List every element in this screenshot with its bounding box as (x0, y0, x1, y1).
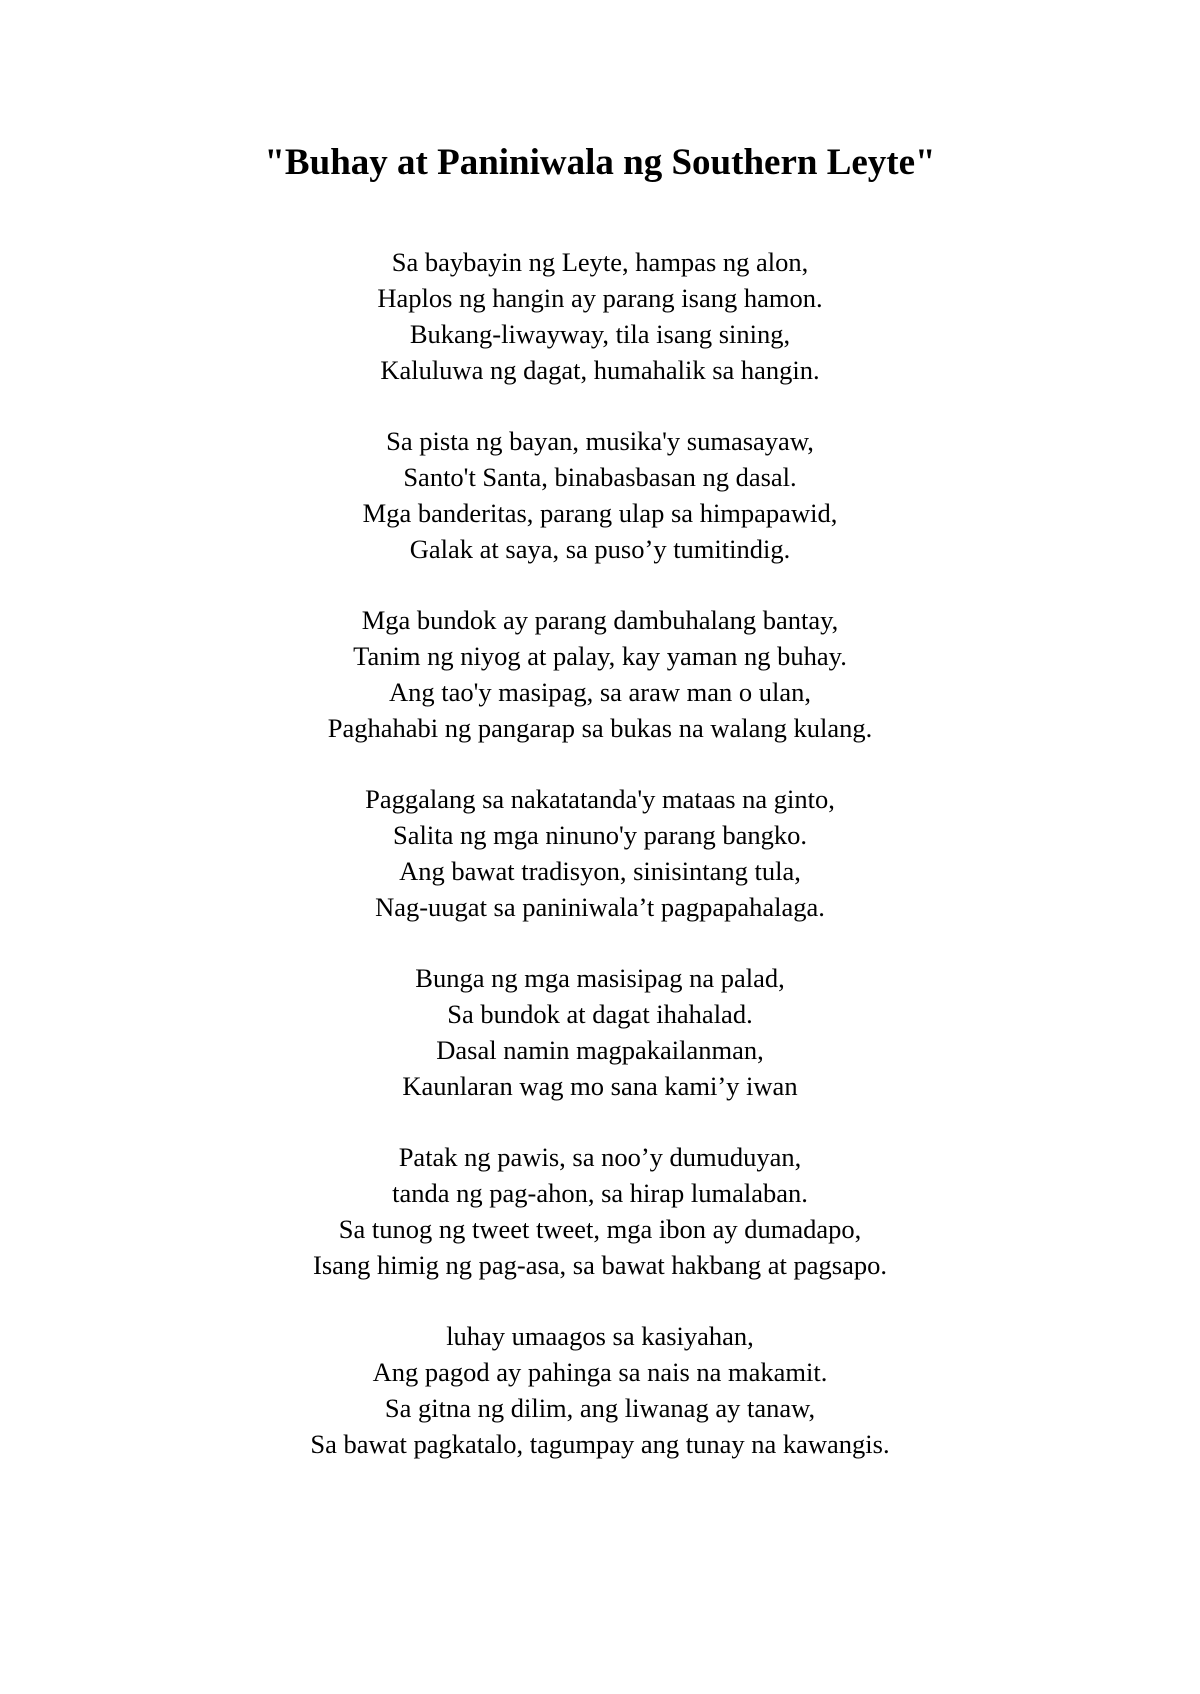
stanza-5 (0, 960, 1200, 1104)
poem-line: Sa bawat pagkatalo, tagumpay ang tunay na kawangis. (310, 1429, 890, 1459)
poem-line: Sa tunog ng tweet tweet, mga ibon ay dumadapo, (338, 1214, 862, 1244)
stanza-7 (0, 1318, 1200, 1462)
poem-line: Galak at saya, sa puso’y tumitindig. (409, 534, 791, 564)
stanza-4 (0, 781, 1200, 925)
poem-line: Salita ng mga ninuno'y parang bangko. (393, 820, 807, 850)
poem-line: Bukang-liwayway, tila isang sining, (409, 319, 791, 349)
poem-line: Ang bawat tradisyon, sinisintang tula, (399, 856, 801, 886)
poem-line: Ang pagod ay pahinga sa nais na makamit. (372, 1357, 828, 1387)
poem-line: Sa baybayin ng Leyte, hampas ng alon, (391, 247, 809, 277)
poem-line: Bunga ng mga masisipag na palad, (415, 963, 785, 993)
poem-line: Dasal namin magpakailanman, (436, 1035, 764, 1065)
stanza-2 (0, 423, 1200, 567)
poem-line: Patak ng pawis, sa noo’y dumuduyan, (398, 1142, 802, 1172)
poem-line: Mga banderitas, parang ulap sa himpapawid, (362, 498, 838, 528)
poem-line: Ang tao'y masipag, sa araw man o ulan, (388, 677, 812, 707)
poem-line: Nag-uugat sa paniniwala’t pagpapahalaga. (375, 892, 825, 922)
poem-title: "Buhay at Paniniwala ng Southern Leyte" (264, 142, 936, 183)
poem-body (0, 244, 1200, 1497)
poem-line: Paggalang sa nakatatanda'y mataas na ginto, (365, 784, 835, 814)
poem-line: Sa bundok at dagat ihahalad. (447, 999, 753, 1029)
poem-line: Isang himig ng pag-asa, sa bawat hakbang at pagsapo. (313, 1250, 887, 1280)
poem-line: luhay umaagos sa kasiyahan, (446, 1321, 754, 1351)
poem-line: Sa gitna ng dilim, ang liwanag ay tanaw, (384, 1393, 816, 1423)
poem-line: Paghahabi ng pangarap sa bukas na walang kulang. (327, 713, 873, 743)
stanza-3 (0, 602, 1200, 746)
poem-line: Mga bundok ay parang dambuhalang bantay, (361, 605, 839, 635)
poem-line: tanda ng pag-ahon, sa hirap lumalaban. (392, 1178, 808, 1208)
poem-line: Haplos ng hangin ay parang isang hamon. (377, 283, 823, 313)
poem-line: Santo't Santa, binabasbasan ng dasal. (403, 462, 797, 492)
poem-line: Tanim ng niyog at palay, kay yaman ng buhay. (353, 641, 847, 671)
poem-line: Sa pista ng bayan, musika'y sumasayaw, (386, 426, 814, 456)
poem-line: Kaluluwa ng dagat, humahalik sa hangin. (380, 355, 820, 385)
stanza-6 (0, 1139, 1200, 1283)
stanza-1 (0, 244, 1200, 388)
poem-line: Kaunlaran wag mo sana kami’y iwan (402, 1071, 798, 1101)
